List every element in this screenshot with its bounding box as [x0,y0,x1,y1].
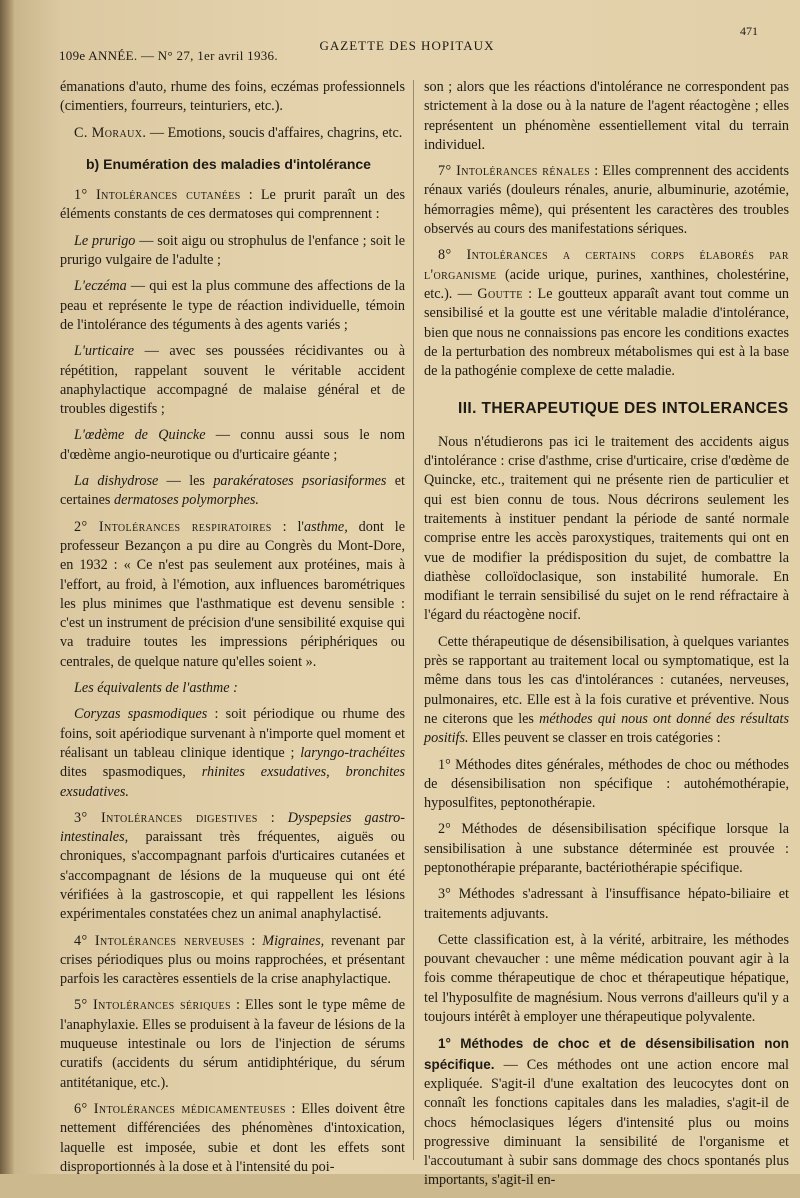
page-binding-edge [0,0,14,1174]
paragraph: 2° Méthodes de désensibilisation spécifique lorsque la sensibilisation à une substance déterminée est prouvée : peptonothérapie préparante, bactériothérapie spécifique. [424,821,789,876]
paragraph: Nous n'étudierons pas ici le traitement des accidents aigus d'intolérance : crise d'asthme, crise d'urticaire, crise d'œdème de Quincke, etc., traitement qui ne présente rien de particulier et qui est bien connu de tous. Nous décrirons seulement les traitements à instituer pendant la période de santé normale comprise entre les accès paroxystiques, traitements qui ont en vue de modifier la prédisposition du sujet, de combattre la diathèse colloïdoclasique, son instabilité humorale. En modifiant le terrain sensibilisé du sujet on le rend réfractaire à l'égard du réactogène nocif. [424,433,789,624]
paragraph: C. Moraux. — Emotions, soucis d'affaires, chagrins, etc. [74,124,403,141]
paragraph: 2° Intolérances respiratoires : l'asthme, dont le professeur Bezançon a pu dire au Congrès du Mont-Dore, en 1932 : « Ce n'est pas seulement aux protéines, mais à l'effort, au froid, à l'émotion, aux influences barométriques les plus minimes que l'asthmatique est devenu sensible : c'est un instrument de précision d'une sensibilité exquise qui va traduire toutes les impressions périphériques ou centrales, de quelque nature qu'elles soient ». [60,518,405,670]
paragraph: 1° Méthodes de choc et de désensibilisation non spécifique. — Ces méthodes ont une action encore mal expliquée. S'agit-il d'une exaltation des leucocytes dont on connaît les fonctions capitales dans les maladies, s'agit-il de chocs hémoclasiques légers d'intensité plus ou moins progressive diminuant la sensibilité de l'organisme et l'accoutumant à subir sans dommage des chocs spontanés plus importants, s'agit-il en- [424,1036,789,1189]
issue-info: 109e ANNÉE. — N° 27, 1er avril 1936. [59,48,278,63]
paragraph: 1° Méthodes dites générales, méthodes de choc ou méthodes de désensibilisation non spécifique : autohémothérapie, hyposulfites, peptonothérapie. [424,756,789,812]
paragraph: 3° Méthodes s'adressant à l'insuffisance hépato-biliaire et traitements adjuvants. [424,886,789,922]
section-heading: III. THERAPEUTIQUE DES INTOLERANCES [458,400,789,418]
paragraph: son ; alors que les réactions d'intolérance ne correspondent pas strictement à la dose ou à la nature de l'agent réactogène ; elles représentent un phénomène essentiellement vital du terrain individuel. [424,79,789,153]
paragraph: 3° Intolérances digestives : Dyspepsies gastro-intestinales, paraissant très fréquentes, aiguës ou chroniques, s'accompagnant parfois d'urticaires cutanées et s'accompagnant de lésions de la muqueuse qui ont été vérifiées à la gastroscopie, et qui rappellent les lésions expérimentales constatées chez un animal anaphylactisé. [60,809,405,923]
paragraph: 6° Intolérances médicamenteuses : Elles doivent être nettement différenciées des phénomènes d'intoxication, laquelle est imposée, subie et dont les effets sont disproportionnés à la dose et à l'intensité du poi- [60,1100,405,1175]
left-column [60,78,405,1184]
right-column [424,78,789,1198]
paragraph: Coryzas spasmodiques : soit périodique ou rhume des foins, soit apériodique survenant à n'importe quel moment et réalisant un tableau clinique identique ; laryngo-trachéites dites spasmodiques, rhinites exsudatives, bronchites exsudatives. [60,706,406,800]
paragraph: L'eczéma — qui est la plus commune des affections de la peau et représente le type de réaction individuelle, témoin de l'intolérance des téguments à des agents variés ; [60,278,405,333]
paragraph: 4° Intolérances nerveuses : Migraines, revenant par crises périodiques plus ou moins rapprochées, et présentant parfois les caractères essentiels de la crise anaphylactique. [60,932,405,988]
paragraph: La dishydrose — les parakératoses psoriasiformes et certaines dermatoses polymorphes. [60,473,405,509]
paragraph: 8° Intolérances a certains corps élaborés par l'organisme (acide urique, purines, xanthines, cholestérine, etc.). — Goutte : Le goutteux apparaît avant tout comme un sensibilisé et la goutte est une véritable maladie d'intolérance, bien que nous ne connaissions pas encore les conditions exactes de la perturbation des nombreux métabolismes qui est à la base de la pathogénie complexe de cette maladie. [424,247,790,380]
paragraph: 5° Intolérances sériques : Elles sont le type même de l'anaphylaxie. Elles se produisent à la faveur de lésions de la muqueuse intestinale ou lors de l'injection de sérums curatifs (accidents du sérum antidiphtérique, du sérum antitétanique, etc.). [60,997,406,1091]
page-header [44,24,770,66]
paragraph: 7° Intolérances rénales : Elles comprennent des accidents rénaux variés (douleurs rénales, anurie, albuminurie, azotémie, hémorragies même), qui présentent les caractères des troubles observés au cours des manifestations sériques. [424,163,789,238]
paragraph: Cette classification est, à la vérité, arbitraire, les méthodes pouvant chevaucher : une même médication pouvant agir à la fois comme thérapeutique de choc et thérapeutique hépatique, tel l'hyposulfite de magnésium. Nous verrons d'ailleurs qu'il y a toujours intérêt à employer une thérapeutique polyvalente. [424,931,789,1026]
journal-title: GAZETTE DES HOPITAUX [319,38,495,53]
page-number: 471 [740,24,758,38]
paragraph: Le prurigo — soit aigu ou strophulus de l'enfance ; soit le prurigo vulgaire de l'adulte ; [60,232,406,269]
journal-page [14,0,800,1189]
paragraph: 1° Intolérances cutanées : Le prurit paraît un des éléments constants de ces dermatoses qui comprennent : [60,187,405,223]
paragraph: émanations d'auto, rhume des foins, eczémas professionnels (cimentiers, fourreurs, teinturiers, etc.). [60,79,405,115]
column-divider [413,80,414,1160]
paragraph: Les équivalents de l'asthme : [74,680,238,697]
paragraph: L'urticaire — avec ses poussées récidivantes ou à répétition, rappelant souvent le véritable accident anaphylactique accompagné de malaise général et de troubles digestifs ; [60,343,405,418]
paragraph: Cette thérapeutique de désensibilisation, à quelques variantes près se rapportant au traitement local ou symptomatique, est la même dans tous les cas d'intolérances : cutanées, nerveuses, pulmonaires, etc. Elle est à la fois curative et préventive. Nous ne citerons que les méthodes qui nous ont donné des résultats positifs. Elles peuvent se classer en trois catégories : [424,633,790,747]
subsection-heading: b) Enumération des maladies d'intolérance [86,155,371,172]
paragraph: L'œdème de Quincke — connu aussi sous le nom d'œdème angio-neurotique ou d'urticaire géante ; [60,427,405,463]
